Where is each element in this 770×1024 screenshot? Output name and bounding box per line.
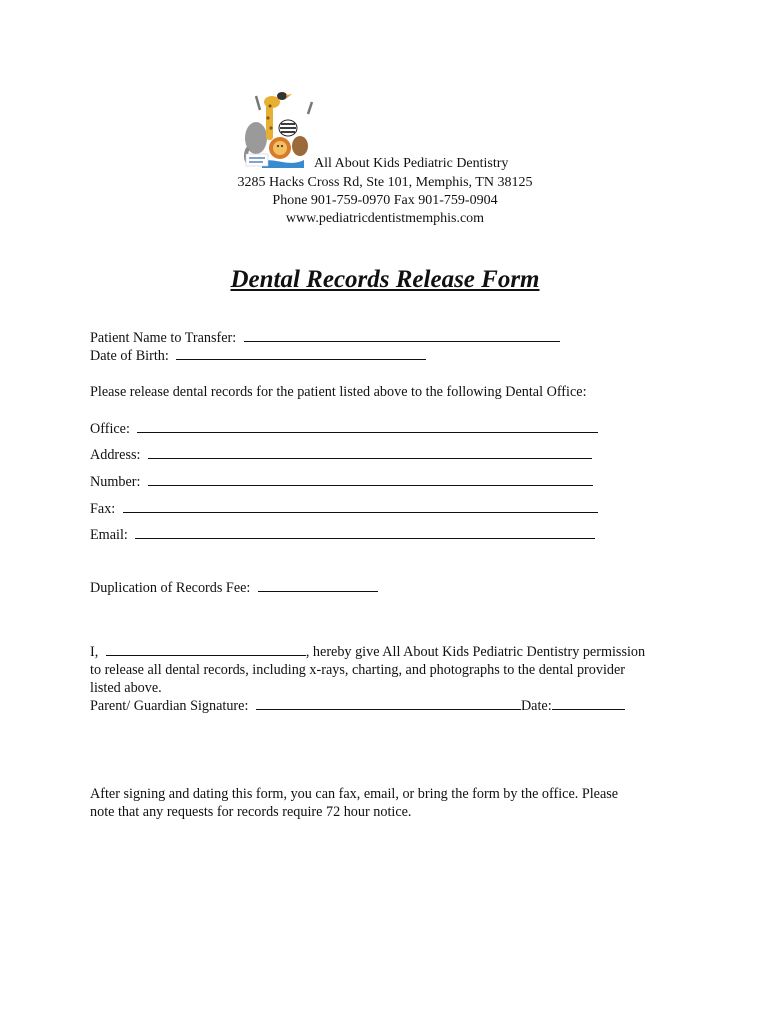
dob-row (90, 347, 426, 365)
office-row (90, 420, 598, 438)
signature-field[interactable] (256, 697, 521, 710)
fee-row (90, 579, 378, 597)
consent-line-1 (90, 643, 645, 661)
practice-phone-fax: Phone 901-759-0970 Fax 901-759-0904 (272, 193, 498, 208)
practice-name: All About Kids Pediatric Dentistry (314, 156, 509, 171)
release-instruction: Please release dental records for the patient listed above to the following Dental Office: (90, 384, 587, 400)
address-row (90, 446, 592, 464)
fee-field[interactable] (258, 579, 378, 592)
fax-label: Fax: (90, 501, 116, 517)
consenter-name-field[interactable] (106, 643, 306, 656)
office-field[interactable] (137, 420, 598, 433)
footer-notice-line-1: After signing and dating this form, you can fax, email, or bring the form by the office. Please (90, 786, 619, 802)
address-field[interactable] (148, 446, 592, 459)
signature-row (90, 697, 625, 715)
date-label: Date: (520, 698, 552, 714)
number-field[interactable] (148, 473, 593, 486)
footer-notice-line-2: note that any requests for records require 72 hour notice. (90, 804, 412, 820)
fee-label: Duplication of Records Fee: (90, 580, 251, 596)
email-field[interactable] (135, 526, 595, 539)
practice-website[interactable]: www.pediatricdentistmemphis.com (285, 211, 485, 226)
number-label: Number: (90, 474, 141, 490)
consent-line-3: listed above. (90, 680, 162, 696)
email-row (90, 526, 595, 544)
consent-prefix: I, (90, 644, 99, 660)
office-label: Office: (90, 421, 130, 437)
fax-field[interactable] (123, 500, 598, 513)
fax-row (90, 500, 598, 518)
dob-field[interactable] (176, 347, 426, 360)
practice-address: 3285 Hacks Cross Rd, Ste 101, Memphis, TN 38125 (237, 175, 533, 190)
signature-label: Parent/ Guardian Signature: (90, 698, 249, 714)
number-row (90, 473, 593, 491)
patient-name-row (90, 329, 560, 347)
consent-line-2: to release all dental records, including x-rays, charting, and photographs to the dental provider (90, 662, 626, 678)
email-label: Email: (90, 527, 128, 543)
form-title: Dental Records Release Form (230, 266, 540, 293)
patient-name-label: Patient Name to Transfer: (90, 330, 237, 346)
date-field[interactable] (552, 697, 625, 710)
cartoon-animals-logo-icon (242, 90, 318, 172)
patient-name-field[interactable] (244, 329, 560, 342)
address-label: Address: (90, 447, 141, 463)
dob-label: Date of Birth: (90, 348, 169, 364)
consent-suffix: , hereby give All About Kids Pediatric Dentistry permission (305, 644, 646, 660)
